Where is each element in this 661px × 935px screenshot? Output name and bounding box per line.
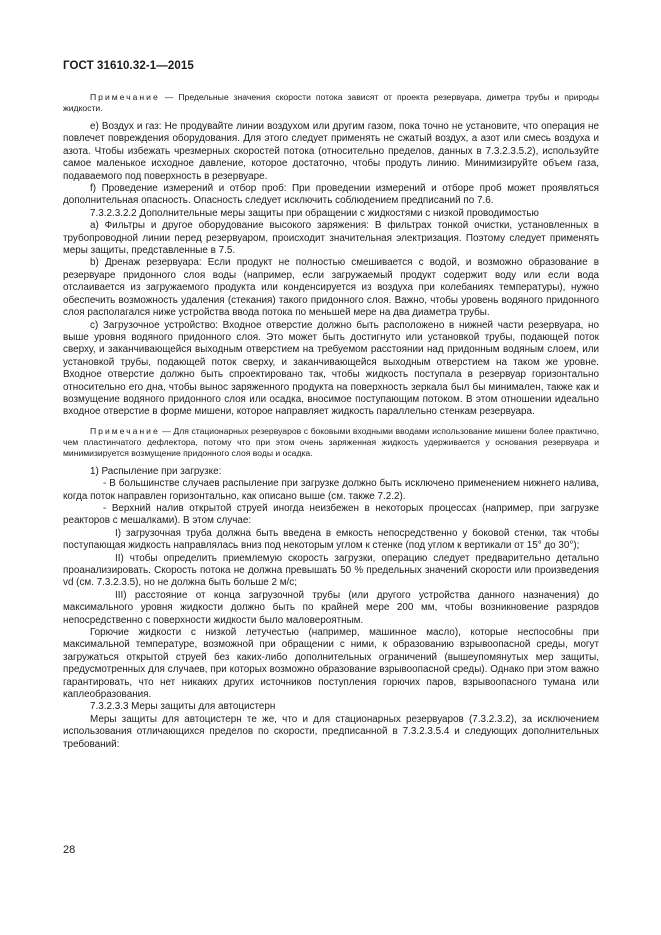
dash-item-top-filling: - Верхний налив открытой струей иногда неизбежен в некоторых процессах (например, при загрузке реакторов с мешалками). В этом случае: [63,502,599,527]
note-2-label: Примечание [90,425,160,436]
paragraph-c-loading-device: с) Загрузочное устройство: Входное отверстие должно быть расположено в нижней части резервуара, но выше уровня водяного придонного слоя. Это может быть достигнуто или установкой трубы, подающей поток сверху, и заканчивающейся выходным отверстием на требуемом расстоянии над придонным водяным слоем, или установкой трубы, подающей поток сверху, и заканчивающейся выходным отверстием на таком же уровне. Входное отверстие должно быть спроектировано так, чтобы жидкость поступала в резервуар горизонтально относительно его дна, чтобы вынос заряженного продукта на поверхность зеркала был бы минимален, также как и возмущение водяного придонного слоя или осадка, вносимое поступающим потоком. В этом отношении идеально входное отверстие в форме мишени, которое направляет жидкость параллельно стенкам резервуара. [63,319,599,418]
roman-item-I: I) загрузочная труба должна быть введена в емкость непосредственно у боковой стенки, так чтобы поступающая жидкость направлялась вниз под некоторым углом к стенке (под углом к вертикали от 15° до 30°); [63,527,599,552]
note-1-label: Примечание [90,92,160,102]
item-1-spraying: 1) Распыление при загрузке: [90,465,222,477]
roman-item-II: II) чтобы определить приемлемую скорость загрузки, операцию следует предварительно детально проанализировать. Скорость потока не должна превышать 50 % предельных значений скорости или произведения vd (см. 7.3.2.3.5), но не должна быть больше 2 м/с; [63,552,599,589]
note-2 [63,426,599,459]
note-1 [63,92,599,114]
dash-item-bottom-filling: - В большинстве случаев распыление при загрузке должно быть исключено применением нижнего налива, когда поток направлен горизонтально, как описано выше (см. также 7.2.2). [63,478,599,502]
note-2-text: — Для стационарных резервуаров с боковыми входными вводами использование мишени более практично, чем пластинчатого дефлектора, потому что при этом очень заряженная жидкость удерживается у основания резервуара и минимизируется возмущение придонного слоя воды и осадка. [63,425,599,458]
paragraph-e-air-gas: е) Воздух и газ: Не продувайте линии воздухом или другим газом, пока точно не установите, что операция не повлечет повреждения оборудования. Для этого следует применять не сжатый воздух, а азот или смесь воздуха и азота. Чтобы избежать чрезмерных скоростей потока (относительно пределов, данных в 7.3.2.3.5.2), используйте самое маленькое исходное давление, которое достаточно, чтобы продуть линию. Минимизируйте объем газа, подаваемого под поверхность в резервуаре. [63,121,599,182]
document-body [63,92,599,751]
section-7-3-2-3-3: 7.3.2.3.3 Меры защиты для автоцистерн [90,701,276,713]
paragraph-f-measurements: f) Проведение измерений и отбор проб: При проведении измерений и отборе проб может проявляться дополнительная опасность. Опасность следует исключить соблюдением предписаний по 7.6. [63,183,599,207]
paragraph-a-filters: а) Фильтры и другое оборудование высокого заряжения: В фильтрах тонкой очистки, установленных в трубопроводной линии перед резервуаром, происходит значительная электризация. Поэтому следует применять меры защиты, представленные в 7.5. [63,220,599,257]
section-7-3-2-3-2-2: 7.3.2.3.2.2 Дополнительные меры защиты при обращении с жидкостями с низкой проводимостью [90,207,539,219]
page-number: 28 [63,844,76,856]
paragraph-b-drainage: b) Дренаж резервуара: Если продукт не полностью смешивается с водой, и возможно образование в резервуаре придонного слоя воды (например, если загружаемый продукт содержит воду или если вода отслаивается из загружаемого продукта или конденсируется из воздуха при колебаниях температуры), нужно обеспечить возможность удаления (стекания) такого придонного слоя. Важно, чтобы уровень водяного придонного слоя располагался ниже устройства ввода потока по меньшей мере на два диаметра трубы. [63,257,599,319]
standard-header: ГОСТ 31610.32-1—2015 [63,60,194,72]
paragraph-tank-trucks: Меры защиты для автоцистерн те же, что и для стационарных резервуаров (7.3.2.3.2), за исключением использования отличающихся пределов по скорости, предписанной в 7.3.2.3.5.4 и следующих дополнительных требований: [63,713,599,750]
roman-item-III: III) расстояние от конца загрузочной трубы (или другого устройства данного назначения) до максимального уровня жидкости должно быть по крайней мере 200 мм, чтобы возникновение разрядов непосредственно с поверхности жидкости было маловероятным. [63,589,599,626]
paragraph-flammable-liquids: Горючие жидкости с низкой летучестью (например, машинное масло), которые неспособны при максимальной температуре, возможной при обращении с ними, к образованию взрывоопасной среды, могут загружаться открытой струей без каких-либо дополнительных ограничений (вышеупомянутых мер защиты, предусмотренных для случаев, при которых возможно образование взрывоопасной среды). Однако при этом важно гарантировать, что нет никаких других источников поступления горючих паров, взрывоопасного тумана или каплеобразования. [63,627,599,701]
note-1-text: — Предельные значения скорости потока зависят от проекта резервуара, диметра трубы и природы жидкости. [63,92,599,113]
